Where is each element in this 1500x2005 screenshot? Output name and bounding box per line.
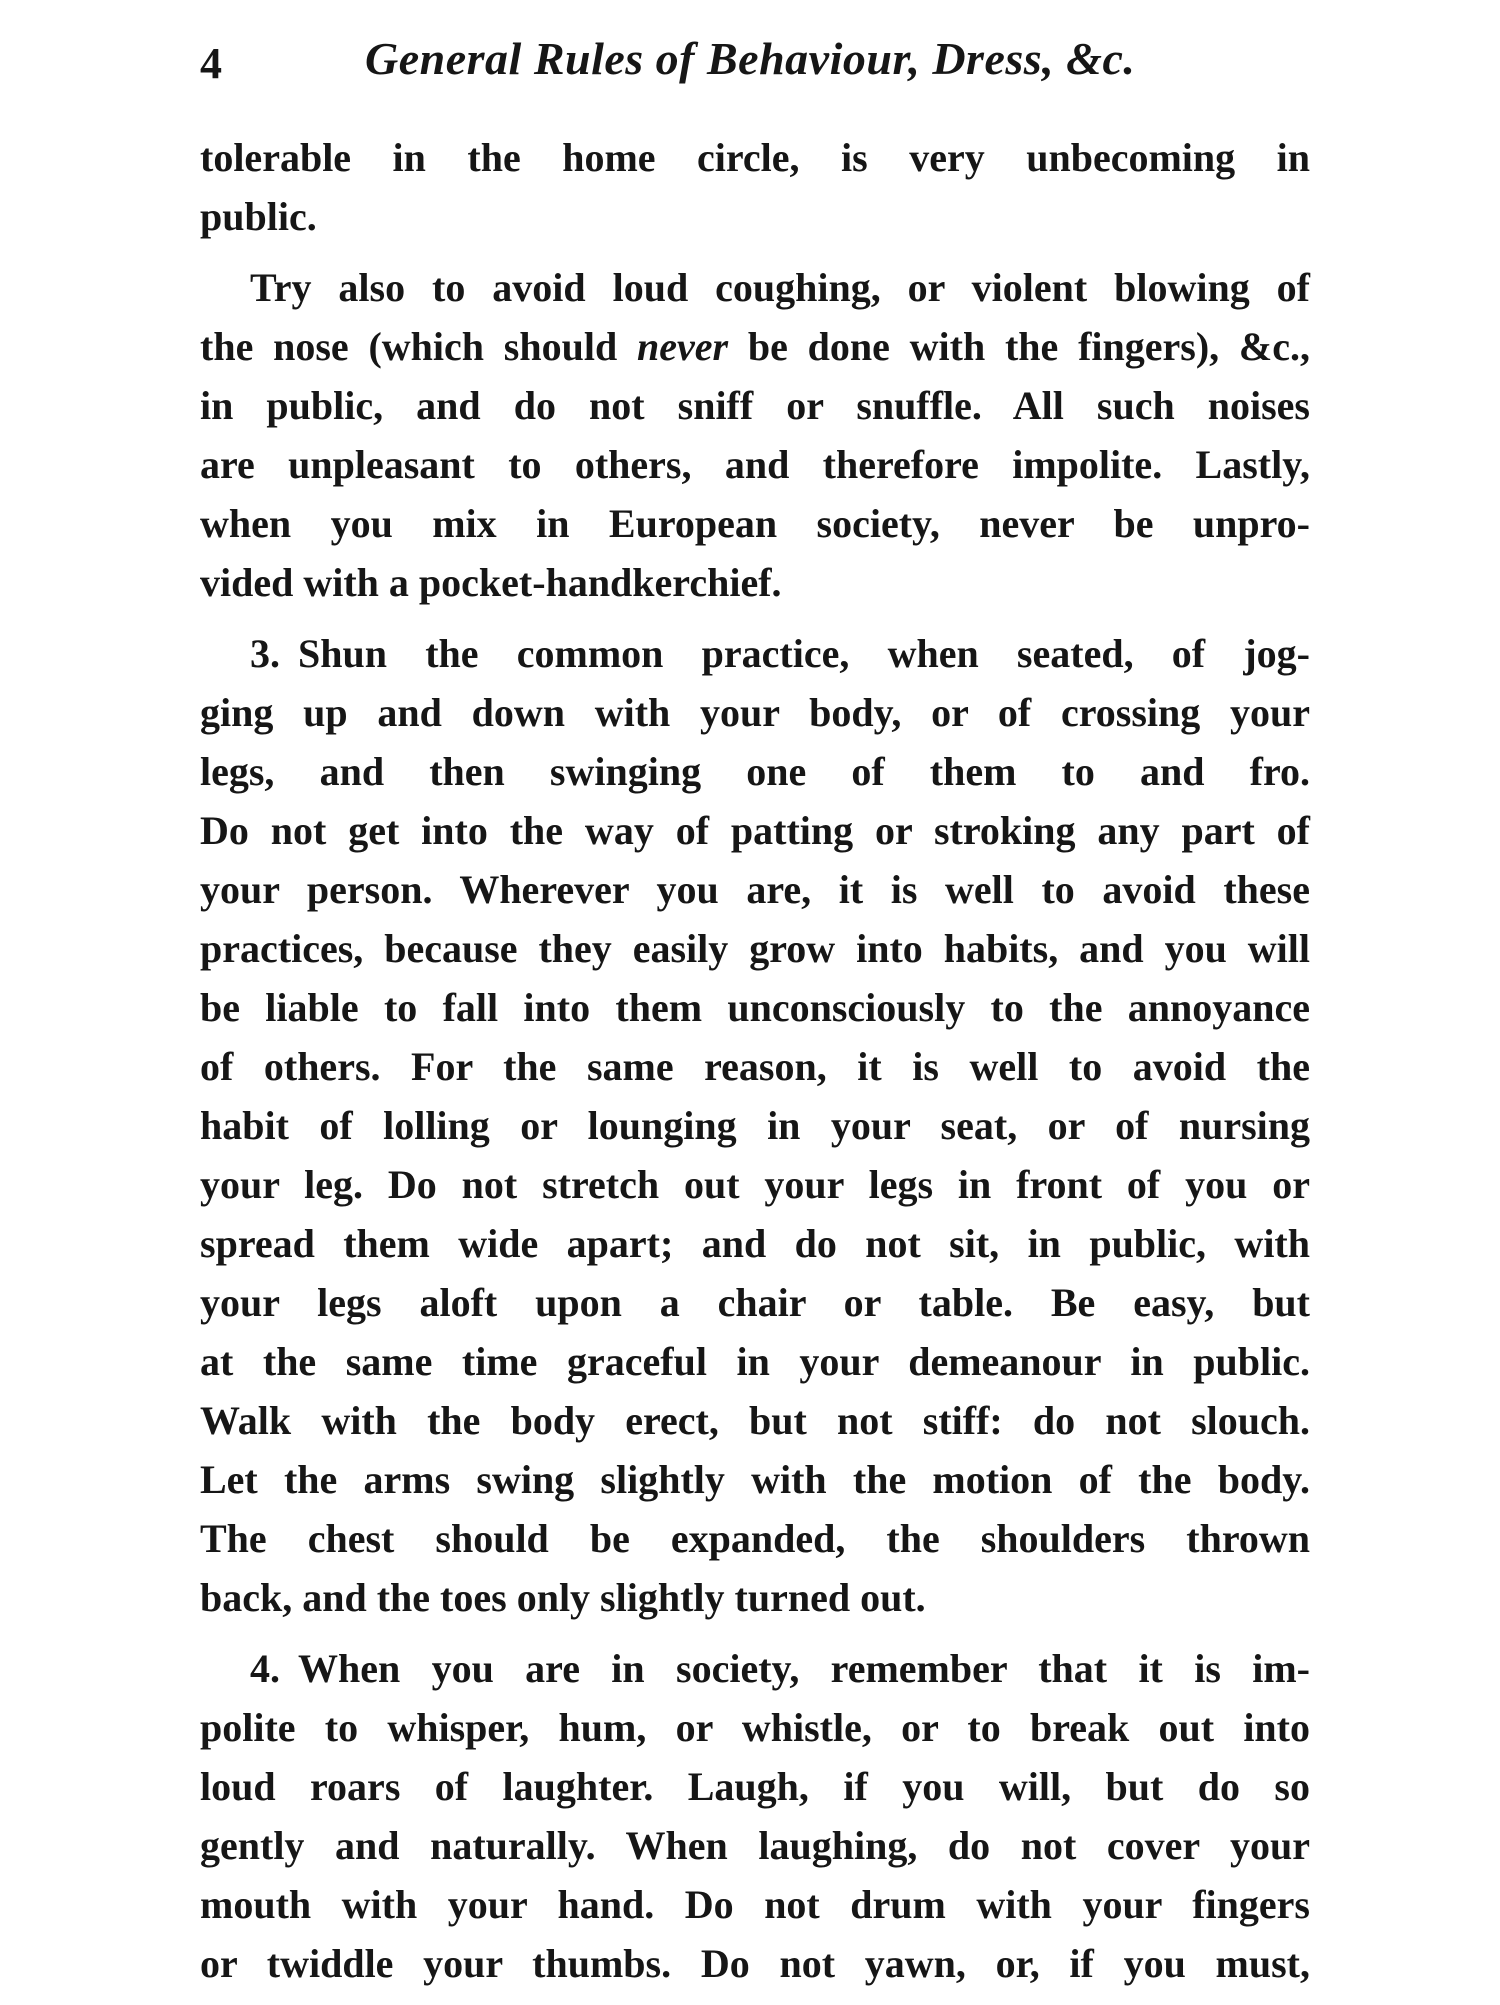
text-line: [200, 1639, 1310, 1698]
text-line: at the same time graceful in your demeanour in public.: [200, 1339, 1310, 1384]
text-line: vided with a pocket-handkerchief.: [200, 560, 782, 605]
text-line: loud roars of laughter. Laugh, if you will, but do so: [200, 1764, 1310, 1809]
text-line: your person. Wherever you are, it is well to avoid these: [200, 867, 1310, 912]
text-line: Try also to avoid loud coughing, or violent blowing of: [250, 265, 1310, 310]
paragraph-number: 3.: [250, 631, 280, 676]
text-segment: When you are in society, remember that it is im-: [298, 1646, 1310, 1691]
text-line: are unpleasant to others, and therefore impolite. Lastly,: [200, 442, 1310, 487]
text-line: spread them wide apart; and do not sit, in public, with: [200, 1221, 1310, 1266]
paragraph-number: 4.: [250, 1646, 280, 1691]
text-line: public.: [200, 194, 317, 239]
text-line: habit of lolling or lounging in your seat, or of nursing: [200, 1103, 1310, 1148]
paragraph-3: [200, 624, 1310, 1627]
paragraph-4: [200, 1639, 1310, 1993]
text-line: your legs aloft upon a chair or table. Be easy, but: [200, 1280, 1310, 1325]
text-line: ging up and down with your body, or of crossing your: [200, 690, 1310, 735]
text-line: practices, because they easily grow into habits, and you will: [200, 926, 1310, 971]
body-text: [200, 128, 1310, 2005]
text-line-with-emphasis: [200, 317, 1310, 376]
text-line: The chest should be expanded, the shoulders thrown: [200, 1516, 1310, 1561]
running-head: [200, 32, 1310, 92]
text-line: Walk with the body erect, but not stiff: do not slouch.: [200, 1398, 1310, 1443]
text-line: legs, and then swinging one of them to and fro.: [200, 749, 1310, 794]
text-line: back, and the toes only slightly turned out.: [200, 1575, 926, 1620]
running-title: General Rules of Behaviour, Dress, &c.: [365, 33, 1136, 84]
paragraph-continuation: [200, 128, 1310, 246]
text-segment: Shun the common practice, when seated, of jog-: [298, 631, 1310, 676]
text-line: gently and naturally. When laughing, do not cover your: [200, 1823, 1310, 1868]
paragraph-coughing: [200, 258, 1310, 612]
text-line: polite to whisper, hum, or whistle, or to break out into: [200, 1705, 1310, 1750]
text-line: in public, and do not sniff or snuffle. All such noises: [200, 383, 1310, 428]
text-line: Do not get into the way of patting or stroking any part of: [200, 808, 1310, 853]
text-line: [200, 624, 1310, 683]
text-segment: be done with the fingers), &c.,: [728, 324, 1311, 369]
text-line: or twiddle your thumbs. Do not yawn, or, if you must,: [200, 1941, 1310, 1986]
text-line: your leg. Do not stretch out your legs in front of you or: [200, 1162, 1310, 1207]
text-line: Let the arms swing slightly with the motion of the body.: [200, 1457, 1310, 1502]
text-line: be liable to fall into them unconsciously to the annoyance: [200, 985, 1310, 1030]
text-line: tolerable in the home circle, is very unbecoming in: [200, 135, 1310, 180]
text-segment: the nose (which should: [200, 324, 637, 369]
text-line: of others. For the same reason, it is well to avoid the: [200, 1044, 1310, 1089]
text-line: when you mix in European society, never be unpro-: [200, 501, 1310, 546]
text-line: mouth with your hand. Do not drum with your fingers: [200, 1882, 1310, 1927]
page-number: 4: [200, 39, 222, 88]
emphasis-never: never: [636, 324, 729, 369]
